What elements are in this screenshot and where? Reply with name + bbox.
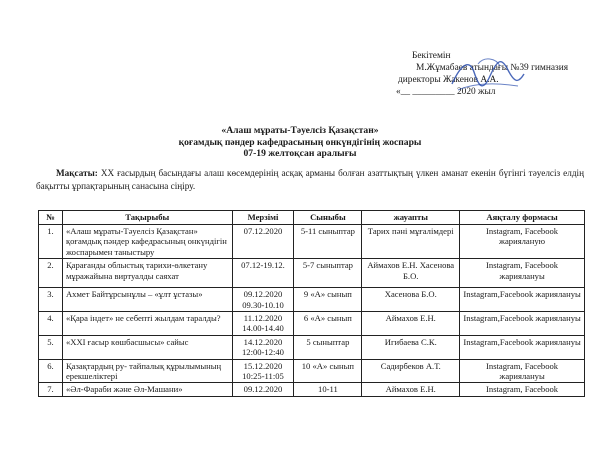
completion-form-cell: Instagram, Facebook жарияланую [460,225,585,259]
row-number: 2. [39,259,63,288]
topic-cell: «Әл-Фараби және Әл-Машани» [62,383,232,396]
date-cell: 14.12.2020 12:00-12:40 [232,335,294,359]
row-number: 5. [39,335,63,359]
column-header: Сыныбы [294,211,362,225]
date-cell: 07.12-19.12. [232,259,294,288]
table-row [39,335,585,359]
topic-cell: Қарағанды облыстық тарихи-өлкетану мұражайына виртуалды саяхат [62,259,232,288]
completion-form-cell: Instagram, Facebook жариялануы [460,259,585,288]
table-row [39,288,585,312]
column-header: жауапты [362,211,460,225]
approval-line: «__ _________ 2020 жыл [396,87,496,97]
row-number: 1. [39,225,63,259]
topic-cell: «XXI ғасыр көшбасшысы» сайыс [62,335,232,359]
title-line: 07-19 желтоқсан аралығы [243,148,357,159]
purpose-paragraph [36,167,584,192]
class-cell: 9 «А» сынып [294,288,362,312]
document-title [0,125,600,160]
date-cell: 15.12.2020 10:25-11:05 [232,359,294,383]
column-header: Тақырыбы [62,211,232,225]
completion-form-cell: Instagram,Facebook жариялануы [460,335,585,359]
row-number: 4. [39,312,63,336]
completion-form-cell: Instagram, Facebook жариялануы [460,359,585,383]
class-cell: 5 сыныптар [294,335,362,359]
approval-block [392,50,597,98]
row-number: 6. [39,359,63,383]
date-cell: 09.12.2020 [232,383,294,396]
completion-form-cell: Instagram, Facebook [460,383,585,396]
approval-line: Бекітемін [412,51,451,61]
approval-line: М.Жұмабаев атындағы №39 гимназия [416,63,569,73]
approval-line: директоры Жакенов А.А. [398,75,499,85]
date-cell: 07.12.2020 [232,225,294,259]
responsible-cell: Аймахов Е.Н. [362,312,460,336]
table-row [39,359,585,383]
table-row [39,225,585,259]
table-row [39,259,585,288]
plan-table [38,210,585,397]
date-cell: 11.12.2020 14.00-14.40 [232,312,294,336]
completion-form-cell: Instagram,Facebook жариялануы [460,312,585,336]
responsible-cell: Аймахов Е.Н. [362,383,460,396]
topic-cell: «Қара індет» не себепті жылдам таралды? [62,312,232,336]
responsible-cell: Игибаева С.К. [362,335,460,359]
column-header: № [39,211,63,225]
completion-form-cell: Instagram,Facebook жариялануы [460,288,585,312]
column-header: Мерзімі [232,211,294,225]
table-row [39,383,585,396]
topic-cell: Ахмет Байтұрсынұлы – «ұлт ұстазы» [62,288,232,312]
topic-cell: Қазақтардың ру- тайпалық құрылымының ерекшеліктері [62,359,232,383]
table-row [39,312,585,336]
table-header-row [39,211,585,225]
title-line: «Алаш мұраты-Тәуелсіз Қазақстан» [221,125,379,136]
title-line: қоғамдық пәндер кафедрасының онкүндігінің жоспары [178,136,422,148]
date-cell: 09.12.2020 09.30-10.10 [232,288,294,312]
row-number: 3. [39,288,63,312]
class-cell: 5-11 сыныптар [294,225,362,259]
class-cell: 10 «А» сынып [294,359,362,383]
responsible-cell: Садирбеков А.Т. [362,359,460,383]
responsible-cell: Хасенова Б.О. [362,288,460,312]
class-cell: 10-11 [294,383,362,396]
class-cell: 5-7 сыныптар [294,259,362,288]
responsible-cell: Аймахов Е.Н. Хасенова Б.О. [362,259,460,288]
class-cell: 6 «А» сынып [294,312,362,336]
purpose-text: XX ғасырдың басындағы алаш көсемдерінің асқақ арманы болған азаттықтың үлкен аманат екенін бүгінгі тәуелсіз елдің бақытты ұрпақтарының санасына сіңіру. [36,168,584,191]
purpose-label: Мақсаты: [56,168,98,178]
row-number: 7. [39,383,63,396]
responsible-cell: Тарих пәні мұғалімдері [362,225,460,259]
column-header: Аяқталу формасы [460,211,585,225]
topic-cell: «Алаш мұраты-Тәуелсіз Қазақстан» қоғамдық пәндер кафедрасының онкүндігін жоспарымен таныстыру [62,225,232,259]
